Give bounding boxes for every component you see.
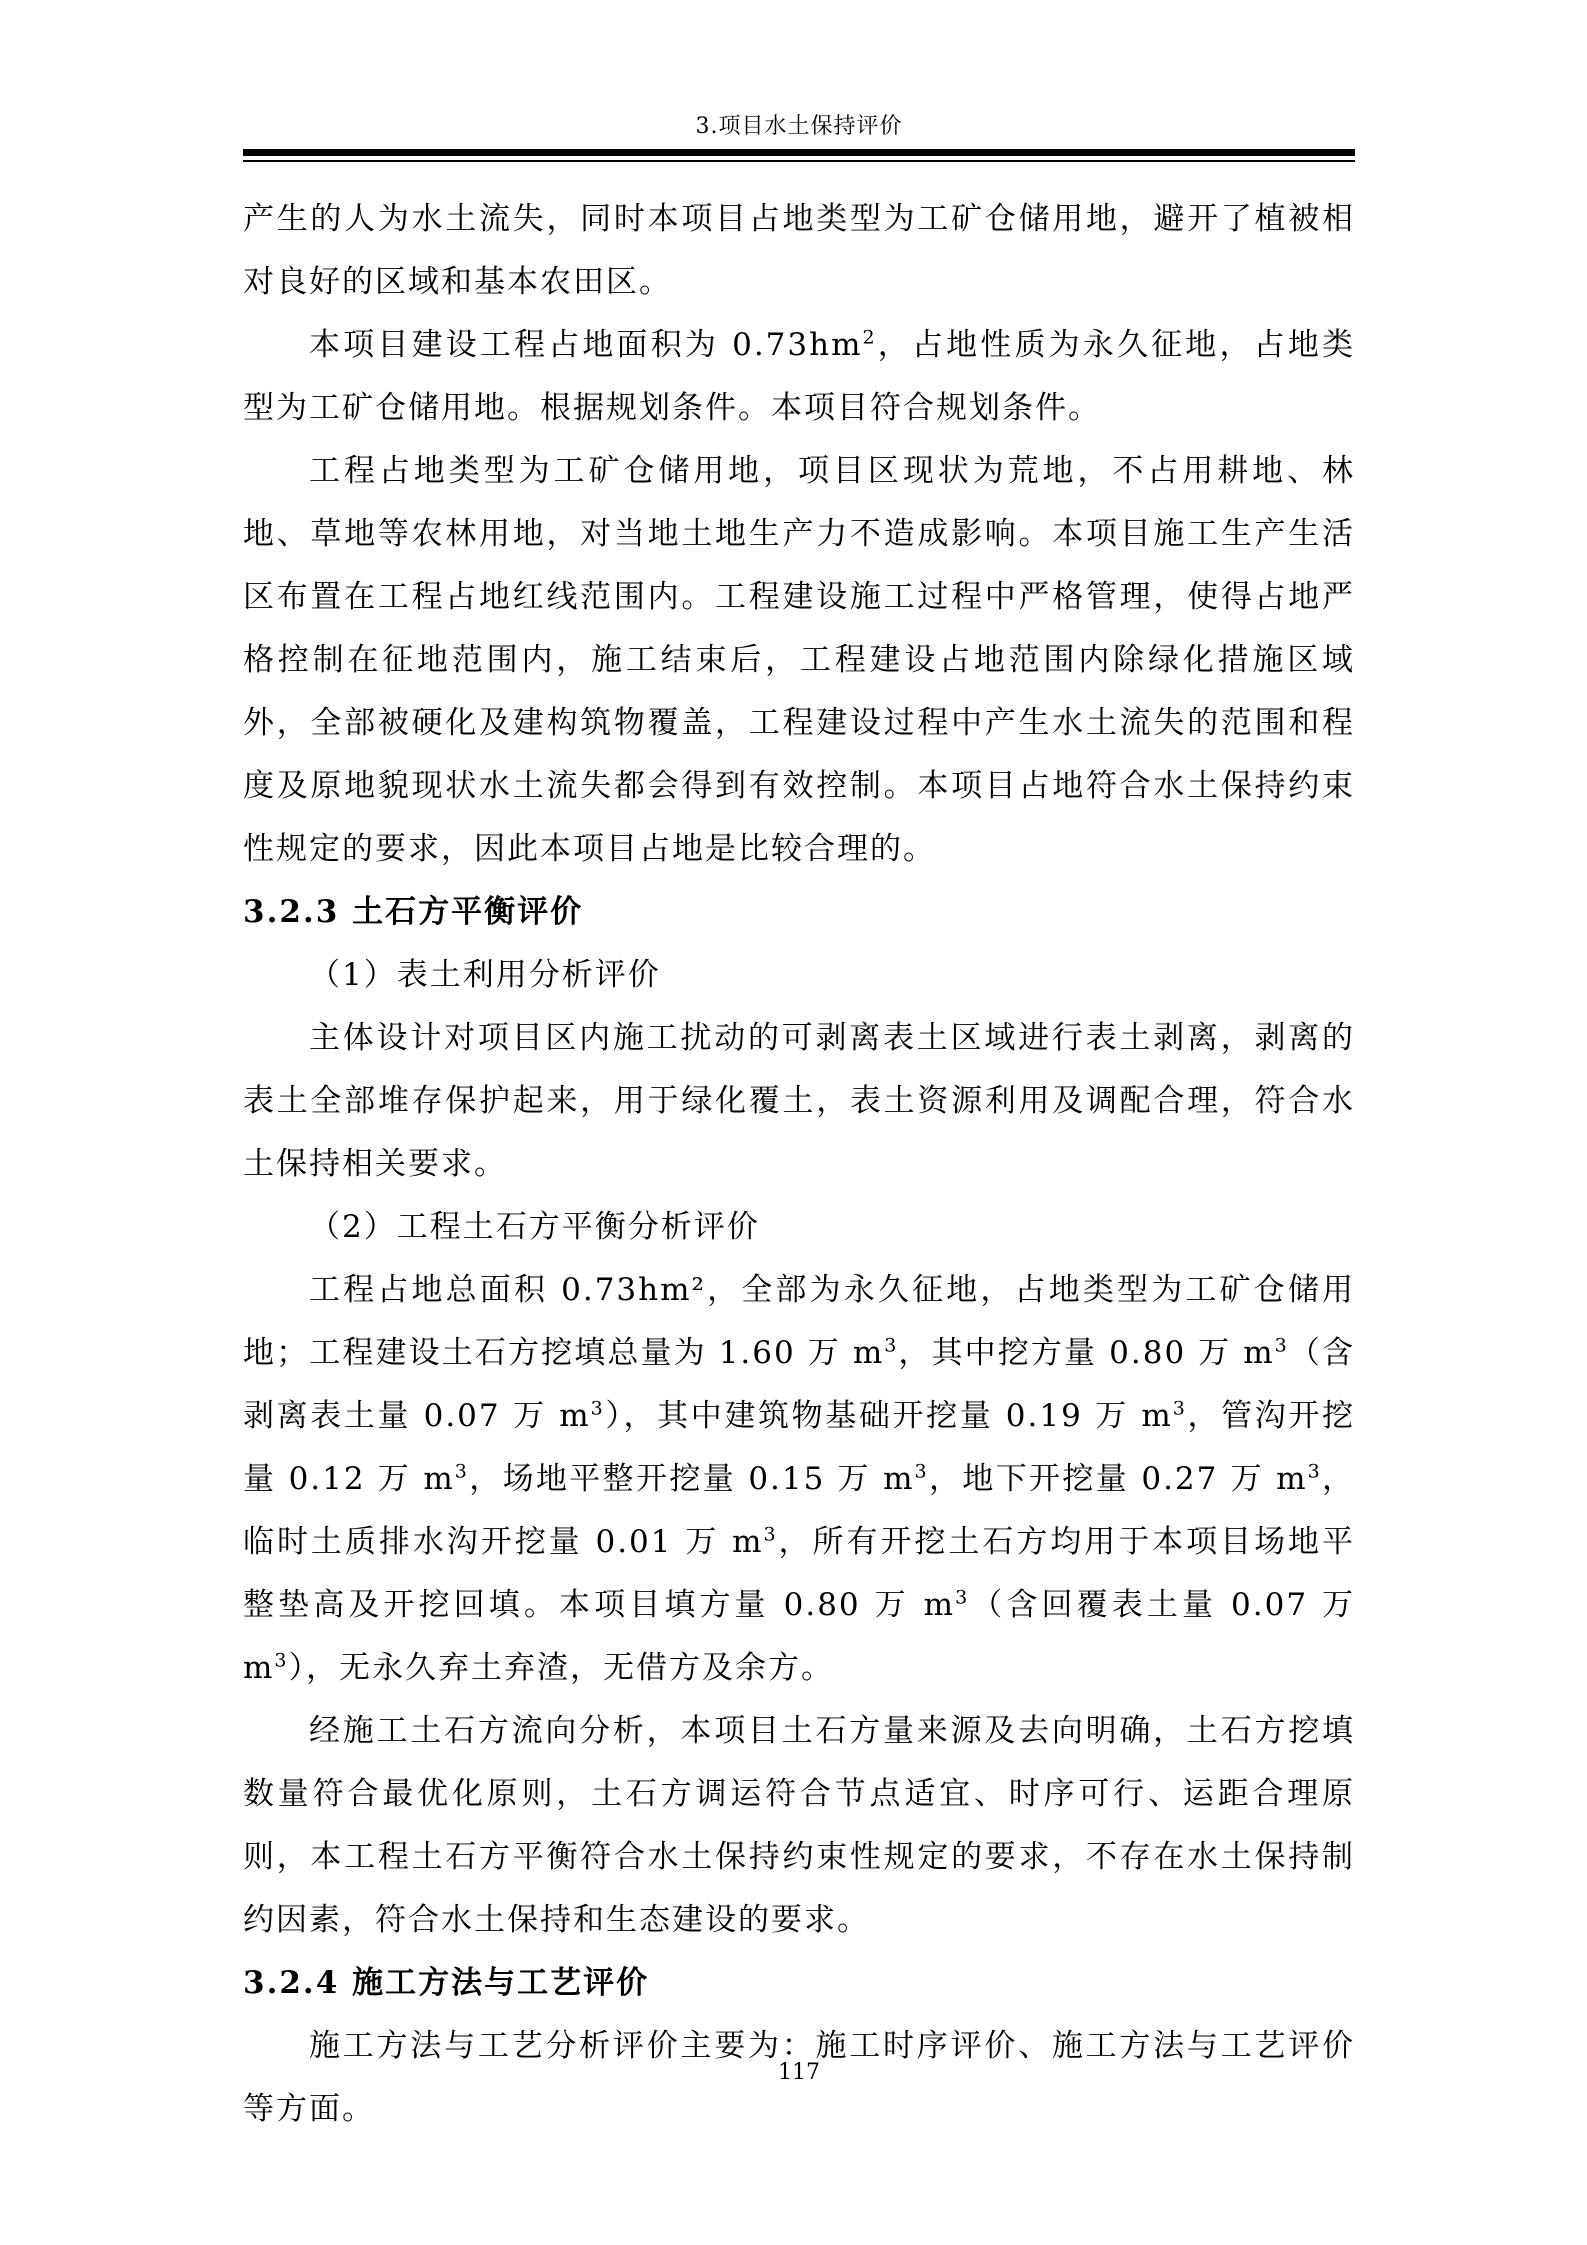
balance-text: ，临时土质排水沟开挖量 0.01 万 m xyxy=(243,1461,1356,1560)
paragraph-land-area-text-a: 本项目建设工程占地面积为 0.73hm xyxy=(309,327,863,363)
superscript: 3 xyxy=(1274,1334,1289,1357)
balance-text: （含回覆表土量 0.07 万 m xyxy=(243,1587,1356,1686)
paragraph-land-type-continued: 产生的人为水土流失，同时本项目占地类型为工矿仓储用地，避开了植被相对良好的区域和基本农田区。 xyxy=(243,201,1355,300)
superscript: 3 xyxy=(914,1460,929,1483)
superscript: 3 xyxy=(1172,1397,1187,1420)
superscript: 3 xyxy=(590,1397,605,1420)
paragraph-construction-method: 施工方法与工艺分析评价主要为：施工时序评价、施工方法与工艺评价等方面。 xyxy=(243,2028,1355,2127)
paragraph-land-area xyxy=(243,314,1355,440)
running-header: 3.项目水土保持评价 xyxy=(695,114,903,139)
superscript: 3 xyxy=(763,1523,778,1546)
balance-text: ，管沟开挖量 0.12 万 m xyxy=(243,1398,1356,1497)
paragraph-earthwork-flow: 经施工土石方流向分析，本项目土石方量来源及去向明确，土石方挖填数量符合最优化原则，土石方调运符合节点适宜、时序可行、运距合理原则，本工程土石方平衡符合水土保持约束性规定的要求，不存在水土保持制约因素，符合水土保持和生态建设的要求。 xyxy=(243,1713,1355,1938)
section-heading-3-2-3 xyxy=(243,881,1355,944)
page-body xyxy=(243,188,1355,2141)
balance-text: ，地下开挖量 0.27 万 m xyxy=(928,1461,1308,1497)
subheading-topsoil: （1）表土利用分析评价 xyxy=(309,957,661,993)
section-title: 土石方平衡评价 xyxy=(352,894,584,930)
page-number: 117 xyxy=(778,2060,820,2085)
section-heading-3-2-4 xyxy=(243,1952,1355,2015)
superscript: 3 xyxy=(1307,1460,1322,1483)
superscript: 3 xyxy=(274,1649,289,1672)
balance-text: ），无永久弃土弃渣，无借方及余方。 xyxy=(288,1650,834,1686)
balance-text: ，所有开挖土石方均用于本项目场地平整垫高及开挖回填。本项目填方量 0.80 万 m xyxy=(243,1524,1356,1623)
balance-text: ），其中建筑物基础开挖量 0.19 万 m xyxy=(604,1398,1173,1434)
balance-text: ，场地平整开挖量 0.15 万 m xyxy=(468,1461,915,1497)
section-number: 3.2.3 xyxy=(243,894,340,930)
paragraph-land-evaluation: 工程占地类型为工矿仓储用地，项目区现状为荒地，不占用耕地、林地、草地等农林用地，对当地土地生产力不造成影响。本项目施工生产生活区布置在工程占地红线范围内。工程建设施工过程中严格管理，使得占地严格控制在征地范围内，施工结束后，工程建设占地范围内除绿化措施区域外，全部被硬化及建构筑物覆盖，工程建设过程中产生水土流失的范围和程度及原地貌现状水土流失都会得到有效控制。本项目占地符合水土保持约束性规定的要求，因此本项目占地是比较合理的。 xyxy=(243,453,1355,867)
subheading-earthwork-balance: （2）工程土石方平衡分析评价 xyxy=(309,1209,760,1245)
superscript: 3 xyxy=(884,1334,899,1357)
balance-text: 工程占地总面积 0.73hm²，全部为永久征地，占地类型为工矿仓储用地；工程建设土石方挖填总量为 1.60 万 m xyxy=(243,1272,1355,1371)
superscript: 3 xyxy=(454,1460,469,1483)
header-rule-thin xyxy=(243,160,1355,162)
section-number: 3.2.4 xyxy=(243,1965,340,2001)
paragraph-land-area-text-b: ，占地性质为永久征地，占地类型为工矿仓储用地。根据规划条件。本项目符合规划条件。 xyxy=(243,327,1355,426)
section-title: 施工方法与工艺评价 xyxy=(352,1965,650,2001)
superscript: 3 xyxy=(955,1586,970,1609)
paragraph-earthwork-balance xyxy=(243,1259,1355,1700)
header-rule-thick xyxy=(243,149,1355,156)
balance-text: ，其中挖方量 0.80 万 m xyxy=(898,1335,1275,1371)
balance-text: （含剥离表土量 0.07 万 m xyxy=(243,1335,1356,1434)
paragraph-topsoil: 主体设计对项目区内施工扰动的可剥离表土区域进行表土剥离，剥离的表土全部堆存保护起来，用于绿化覆土，表土资源利用及调配合理，符合水土保持相关要求。 xyxy=(243,1020,1355,1182)
superscript: 2 xyxy=(862,326,877,349)
